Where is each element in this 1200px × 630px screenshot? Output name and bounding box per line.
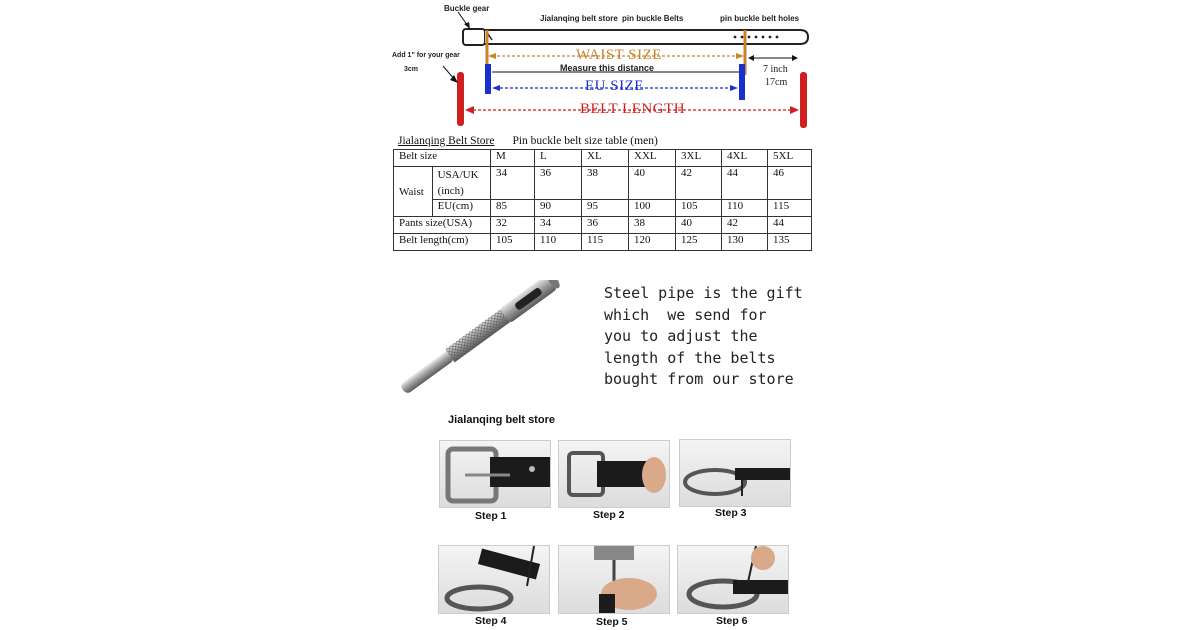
steel-pipe-tool-image — [395, 280, 585, 405]
size-cell: XL — [582, 150, 629, 167]
pants-cell: 38 — [629, 217, 676, 234]
step-1-photo — [439, 440, 551, 508]
belt-length-label: BELT LENGTH — [580, 101, 686, 117]
pants-cell: 32 — [491, 217, 535, 234]
belt-size-diagram — [380, 0, 820, 135]
table-row — [394, 150, 812, 167]
eu-cell: 95 — [582, 200, 629, 217]
step-3-photo — [679, 439, 791, 507]
length-cell: 115 — [582, 234, 629, 251]
seventeen-cm-label: 17cm — [765, 77, 788, 88]
belt-size-header: Belt size — [394, 150, 491, 167]
size-cell: M — [491, 150, 535, 167]
steps-store-title: Jialanqing belt store — [448, 414, 555, 426]
step-6-photo — [677, 545, 789, 614]
step-5 — [558, 545, 670, 628]
length-cell: 135 — [768, 234, 812, 251]
usa-cell: 44 — [722, 167, 768, 200]
pants-cell: 34 — [535, 217, 582, 234]
step-4-photo — [438, 545, 550, 614]
size-cell: 3XL — [676, 150, 722, 167]
table-title: Pin buckle belt size table (men) — [512, 135, 658, 147]
usa-uk-text: USA/UK — [437, 169, 479, 181]
store-label: Jialanqing belt store — [540, 14, 618, 23]
step-5-label: Step 5 — [596, 616, 628, 628]
usa-cell: 40 — [629, 167, 676, 200]
waist-size-label: WAIST SIZE — [576, 47, 662, 63]
usa-cell: 36 — [535, 167, 582, 200]
eu-cell: 100 — [629, 200, 676, 217]
buckle-gear-label: Buckle gear — [444, 4, 490, 13]
step-2-photo — [558, 440, 670, 508]
gift-description: Steel pipe is the gift which we send for you to adjust the length of the belts bought from our store — [604, 284, 803, 388]
size-cell: XXL — [629, 150, 676, 167]
usa-uk-label — [432, 167, 490, 200]
length-cell: 120 — [629, 234, 676, 251]
buckle-shape — [463, 29, 485, 45]
usa-cell: 46 — [768, 167, 812, 200]
step-2 — [558, 440, 670, 521]
size-cell: 5XL — [768, 150, 812, 167]
eu-cell: 85 — [491, 200, 535, 217]
eu-cell: 90 — [535, 200, 582, 217]
add-gear-cm: 3cm — [404, 66, 419, 73]
table-caption — [398, 135, 676, 147]
pants-cell: 42 — [722, 217, 768, 234]
usa-cell: 42 — [676, 167, 722, 200]
eu-size-label: EU SIZE — [585, 78, 644, 94]
step-6 — [677, 545, 789, 627]
waist-label: Waist — [394, 167, 433, 217]
size-table — [393, 149, 812, 251]
usa-cell: 38 — [582, 167, 629, 200]
pin-buckle-belts-label: pin buckle Belts — [622, 14, 684, 23]
size-cell: L — [535, 150, 582, 167]
length-cell: 110 — [535, 234, 582, 251]
length-cell: 105 — [491, 234, 535, 251]
size-cell: 4XL — [722, 150, 768, 167]
pin-buckle-holes-label: pin buckle belt holes — [720, 14, 800, 23]
table-row — [394, 217, 812, 234]
table-row — [394, 234, 812, 251]
usa-cell: 34 — [491, 167, 535, 200]
step-3 — [679, 439, 791, 519]
step-2-label: Step 2 — [593, 509, 625, 521]
table-store-name: Jialanqing Belt Store — [398, 135, 495, 147]
inch-text: (inch) — [437, 185, 464, 197]
eu-cell: 105 — [676, 200, 722, 217]
step-4 — [438, 545, 550, 627]
pants-cell: 44 — [768, 217, 812, 234]
pants-cell: 40 — [676, 217, 722, 234]
table-row — [394, 200, 812, 217]
length-cell: 130 — [722, 234, 768, 251]
step-3-label: Step 3 — [715, 507, 747, 519]
length-label: Belt length(cm) — [394, 234, 491, 251]
pants-label: Pants size(USA) — [394, 217, 491, 234]
measure-label: Measure this distance — [560, 63, 655, 73]
eu-cell: 110 — [722, 200, 768, 217]
seven-inch-label: 7 inch — [763, 64, 788, 75]
add-gear-note: Add 1" for your gear — [392, 52, 460, 59]
strap-shape — [485, 30, 808, 44]
step-5-photo — [558, 545, 670, 614]
pants-cell: 36 — [582, 217, 629, 234]
table-row — [394, 167, 812, 200]
step-6-label: Step 6 — [716, 615, 748, 627]
step-1-label: Step 1 — [475, 510, 507, 522]
eu-cell: 115 — [768, 200, 812, 217]
length-cell: 125 — [676, 234, 722, 251]
step-4-label: Step 4 — [475, 615, 507, 627]
step-1 — [439, 440, 551, 522]
eu-label: EU(cm) — [432, 200, 490, 217]
